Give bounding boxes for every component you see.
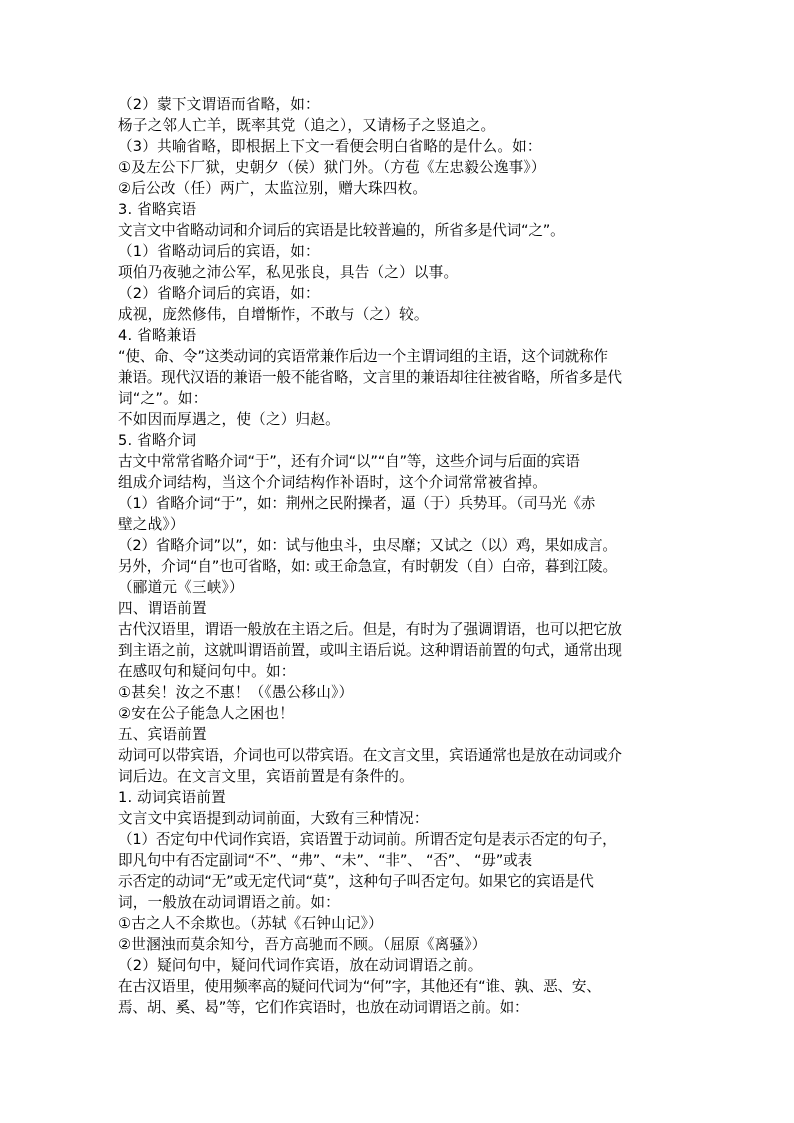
text-line: 成视，庞然修伟，自增惭怍，不敢与（之）较。	[118, 306, 429, 323]
text-line: 组成介词结构，当这个介词结构作补语时，这个介词常常被省掉。	[118, 474, 548, 491]
text-line: （2）省略介词”以”，如：试与他虫斗，虫尽靡；又试之（以）鸡，果如成言。	[118, 537, 617, 554]
text-line: 古文中常常省略介词“于”，还有介词“以”“自”等，这些介词与后面的宾语	[118, 453, 580, 470]
text-line: 示否定的动词“无”或无定代词“莫”，这种句子叫否定句。如果它的宾语是代	[118, 873, 594, 890]
text-line: ②后公改（任）两广，太监泣别，赠大珠四枚。	[118, 180, 428, 197]
text-line: ②安在公子能急人之困也！	[118, 705, 295, 722]
section-heading: 3. 省略宾语	[118, 201, 197, 218]
document-page	[118, 94, 678, 1018]
text-line: 在感叹句和疑问句中。如：	[118, 663, 296, 680]
text-line: 词，一般放在动词谓语之前。如：	[118, 894, 340, 911]
text-line: 到主语之前，这就叫谓语前置，或叫主语后说。这种谓语前置的句式，通常出现	[118, 642, 622, 659]
text-line: 古代汉语里，谓语一般放在主语之后。但是，有时为了强调谓语，也可以把它放	[118, 621, 622, 638]
text-line: （2）疑问句中，疑问代词作宾语，放在动词谓语之前。	[118, 957, 483, 974]
text-line: ①甚矣！汝之不惠！（《愚公移山》）	[118, 684, 354, 701]
text-line: “使、命、令”这类动词的宾语常兼作后边一个主谓词组的主语，这个词就称作	[118, 348, 608, 365]
text-line: 不如因而厚遇之，使（之）归赵。	[118, 411, 340, 428]
text-line: 即凡句中有否定副词“不”、“弗”、“未”、“非”、 “否”、 “毋”或表	[118, 852, 532, 869]
text-line: 文言文中省略动词和介词后的宾语是比较普遍的，所省多是代词“之”。	[118, 222, 565, 239]
text-line: （1）省略介词“于”，如：荆州之民附操者，逼（于）兵势耳。（司马光《赤	[118, 495, 596, 512]
text-line: 项伯乃夜驰之沛公军，私见张良，具告（之）以事。	[118, 264, 459, 281]
text-line: 杨子之邻人亡羊，既率其党（追之），又请杨子之竖追之。	[118, 117, 496, 134]
text-line: ①古之人不余欺也。（苏轼《石钟山记》）	[118, 915, 383, 932]
text-line: 文言文中宾语提到动词前面，大致有三种情况：	[118, 810, 429, 827]
text-line: 兼语。现代汉语的兼语一般不能省略，文言里的兼语却往往被省略，所省多是代	[118, 369, 622, 386]
text-line: 词后边。在文言文里，宾语前置是有条件的。	[118, 768, 414, 785]
text-line: 在古汉语里，使用频率高的疑问代词为“何”字，其他还有“谁、孰、恶、安、	[118, 978, 601, 995]
text-line: 另外，介词“自”也可省略，如: 或王命急宣，有时朝发（自）白帝，暮到江陵。	[118, 558, 617, 575]
text-line: ①及左公下厂狱，史朝夕（侯）狱门外。（方苞《左忠毅公逸事》）	[118, 159, 546, 176]
text-line: 焉、胡、奚、曷”等，它们作宾语时，也放在动词谓语之前。如：	[118, 999, 529, 1016]
section-heading: 1. 动词宾语前置	[118, 789, 226, 806]
text-line: 动词可以带宾语，介词也可以带宾语。在文言文里，宾语通常也是放在动词或介	[118, 747, 622, 764]
section-heading: 五、宾语前置	[118, 726, 207, 743]
text-line: （2）省略介词后的宾语，如：	[118, 285, 320, 302]
section-heading: 4. 省略兼语	[118, 327, 197, 344]
section-heading: 5. 省略介词	[118, 432, 197, 449]
section-heading: 四、谓语前置	[118, 600, 207, 617]
text-line: （3）共喻省略，即根据上下文一看便会明白省略的是什么。如：	[118, 138, 542, 155]
text-line: 壁之战》）	[118, 516, 185, 533]
text-line: （1）否定句中代词作宾语，宾语置于动词前。所谓否定句是表示否定的句子，	[118, 831, 617, 848]
text-line: 词“之”。如：	[118, 390, 208, 407]
text-line: （1）省略动词后的宾语，如：	[118, 243, 320, 260]
text-line: ②世溷浊而莫余知兮，吾方高驰而不顾。（屈原《离骚》）	[118, 936, 487, 953]
text-line: （郦道元《三峡》）	[118, 579, 244, 596]
text-line: （2）蒙下文谓语而省略，如：	[118, 96, 320, 113]
